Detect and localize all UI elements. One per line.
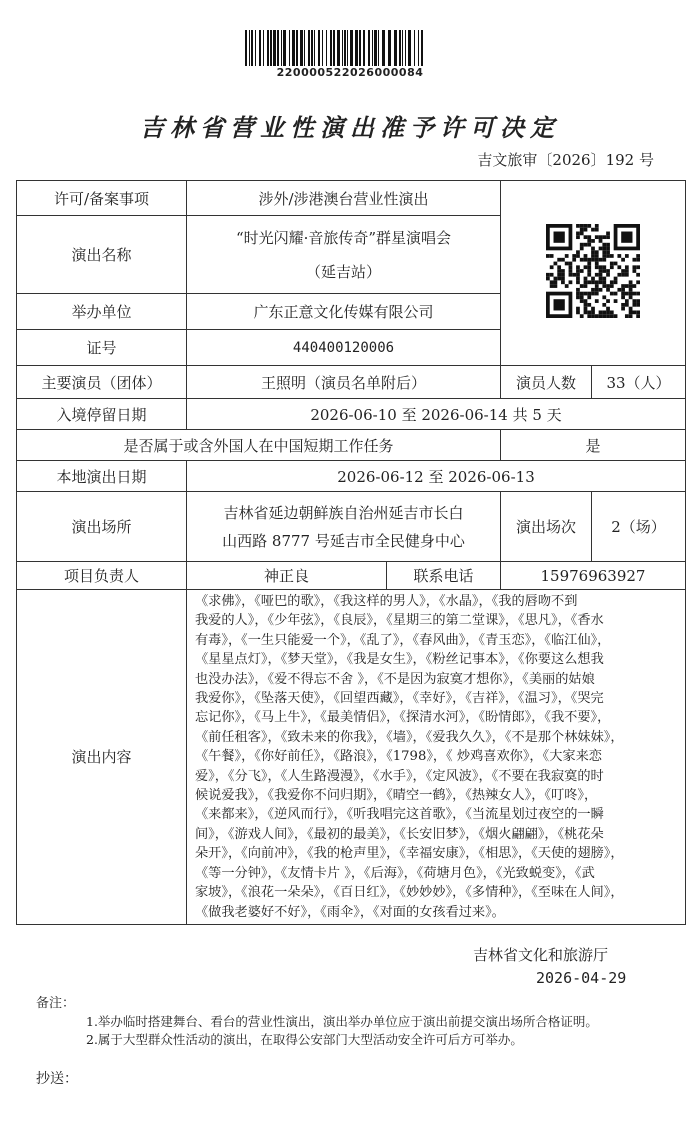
notes-title: 备注： — [36, 996, 76, 1011]
foreign-work-label: 是否属于或含外国人在中国短期工作任务 — [17, 430, 501, 461]
note-2: 2.属于大型群众性活动的演出，在取得公安部门大型活动安全许可后方可举办。 — [86, 1032, 523, 1047]
barcode-number: 220000522026000084 — [276, 66, 424, 79]
local-dates-label: 本地演出日期 — [17, 461, 187, 492]
performer-count-value: 33（人） — [592, 366, 686, 399]
content-lines — [195, 592, 679, 922]
manager-value: 神正良 — [187, 562, 387, 590]
note-1: 1.举办临时搭建舞台、看台的营业性演出，演出举办单位应于演出前提交演出场所合格证明。 — [86, 1014, 598, 1029]
qr-cell — [501, 181, 686, 366]
organizer-value: 广东正意文化传媒有限公司 — [187, 294, 501, 330]
content-line: 候说爱我》，《我爱你不问归期》，《晴空一鹤》，《热辣女人》，《叮咚》， — [195, 788, 598, 804]
content-line: 《等一分钟》，《友情卡片 》，《后海》，《荷塘月色》，《光致蜕变》，《武 — [195, 865, 595, 881]
organizer-label: 举办单位 — [17, 294, 187, 330]
sessions-value: 2（场） — [592, 492, 686, 562]
performers-value: 王照明（演员名单附后） — [187, 366, 501, 399]
content-line: 我爱你》，《坠落天使》，《回望西藏》，《幸好》，《吉祥》，《温习》，《哭完 — [195, 691, 604, 707]
content-line: 家坡》，《浪花一朵朵》，《百日红》，《妙妙妙》，《多情种》，《至味在人间》， — [195, 885, 624, 901]
phone-value: 15976963927 — [501, 562, 686, 590]
content-line: 朵开》，《向前冲》，《我的枪声里》，《幸福安康》，《相思》，《天使的翅膀》， — [195, 846, 624, 862]
qr-code-icon — [546, 224, 640, 318]
content-line: 《做我老婆好不好》，《雨伞》，《对面的女孩看过来》。 — [195, 904, 505, 920]
content-value — [187, 590, 686, 925]
show-name-line1: “时光闪耀·音旅传奇”群星演唱会 — [235, 228, 452, 247]
content-line: 《来都来》，《逆风而行》，《听我唱完这首歌》，《当流星划过夜空的一瞬 — [195, 807, 604, 823]
document-number: 吉文旅审〔2026〕192 号 — [477, 151, 654, 169]
permit-value: 涉外/涉港澳台营业性演出 — [187, 181, 501, 216]
cc-label: 抄送： — [36, 1071, 78, 1087]
permit-table — [16, 180, 686, 925]
issuing-org: 吉林省文化和旅游厅 — [473, 946, 609, 964]
show-name-value — [187, 216, 501, 294]
license-value: 440400120006 — [187, 330, 501, 366]
issue-date: 2026-04-29 — [536, 969, 627, 987]
entry-value: 2026-06-10 至 2026-06-14 共 5 天 — [187, 399, 686, 430]
show-name-label: 演出名称 — [17, 216, 187, 294]
barcode — [245, 30, 425, 66]
license-label: 证号 — [17, 330, 187, 366]
content-label: 演出内容 — [17, 590, 187, 925]
content-line: 有毒》，《一生只能爱一个》，《乱了》，《春风曲》，《青玉恋》，《临江仙》， — [195, 632, 611, 648]
content-line: 《求佛》，《哑巴的歌》，《我这样的男人》，《水晶》，《我的唇吻不到 — [195, 594, 578, 609]
venue-line1: 吉林省延边朝鲜族自治州延吉市长白 — [223, 503, 464, 522]
performers-label: 主要演员（团体） — [17, 366, 187, 399]
local-dates-value: 2026-06-12 至 2026-06-13 — [187, 461, 686, 492]
show-name-line2: （延吉站） — [305, 262, 381, 281]
entry-label: 入境停留日期 — [17, 399, 187, 430]
content-line: 间》，《游戏人间》，《最初的最美》，《长安旧梦》，《烟火翩翩》，《桃花朵 — [195, 826, 604, 842]
document-title: 吉林省营业性演出准予许可决定 — [140, 113, 560, 142]
phone-label: 联系电话 — [387, 562, 501, 590]
content-line: 《午餐》，《你好前任》，《路浪》，《1798》，《 炒鸡喜欢你》，《大家来恋 — [195, 749, 602, 765]
content-line: 《星星点灯》，《梦天堂》，《我是女生》，《粉丝记事本》，《你要这么想我 — [195, 652, 604, 668]
content-line: 《前任租客》，《致未来的你我》，《墙》，《爱我久久》，《不是那个林妹妹》， — [195, 729, 624, 745]
performer-count-label: 演员人数 — [501, 366, 592, 399]
content-line: 爱》，《分飞》，《人生路漫漫》，《水手》，《定风波》，《不要在我寂寞的时 — [195, 768, 604, 784]
content-line: 也没办法》，《爱不得忘不舍 》，《不是因为寂寞才想你》，《美丽的姑娘 — [195, 671, 595, 687]
content-line: 我爱的人》，《少年弦》，《良辰》，《星期三的第二堂课》，《思凡》，《香水 — [195, 613, 604, 629]
venue-value — [187, 492, 501, 562]
content-line: 忘记你》，《马上牛》，《最美情侣》，《探清水河》，《盼情郎》，《我不要》， — [195, 710, 611, 726]
venue-line2: 山西路 8777 号延吉市全民健身中心 — [222, 531, 465, 550]
sessions-label: 演出场次 — [501, 492, 592, 562]
foreign-work-value: 是 — [501, 430, 686, 461]
manager-label: 项目负责人 — [17, 562, 187, 590]
venue-label: 演出场所 — [17, 492, 187, 562]
permit-label: 许可/备案事项 — [17, 181, 187, 216]
